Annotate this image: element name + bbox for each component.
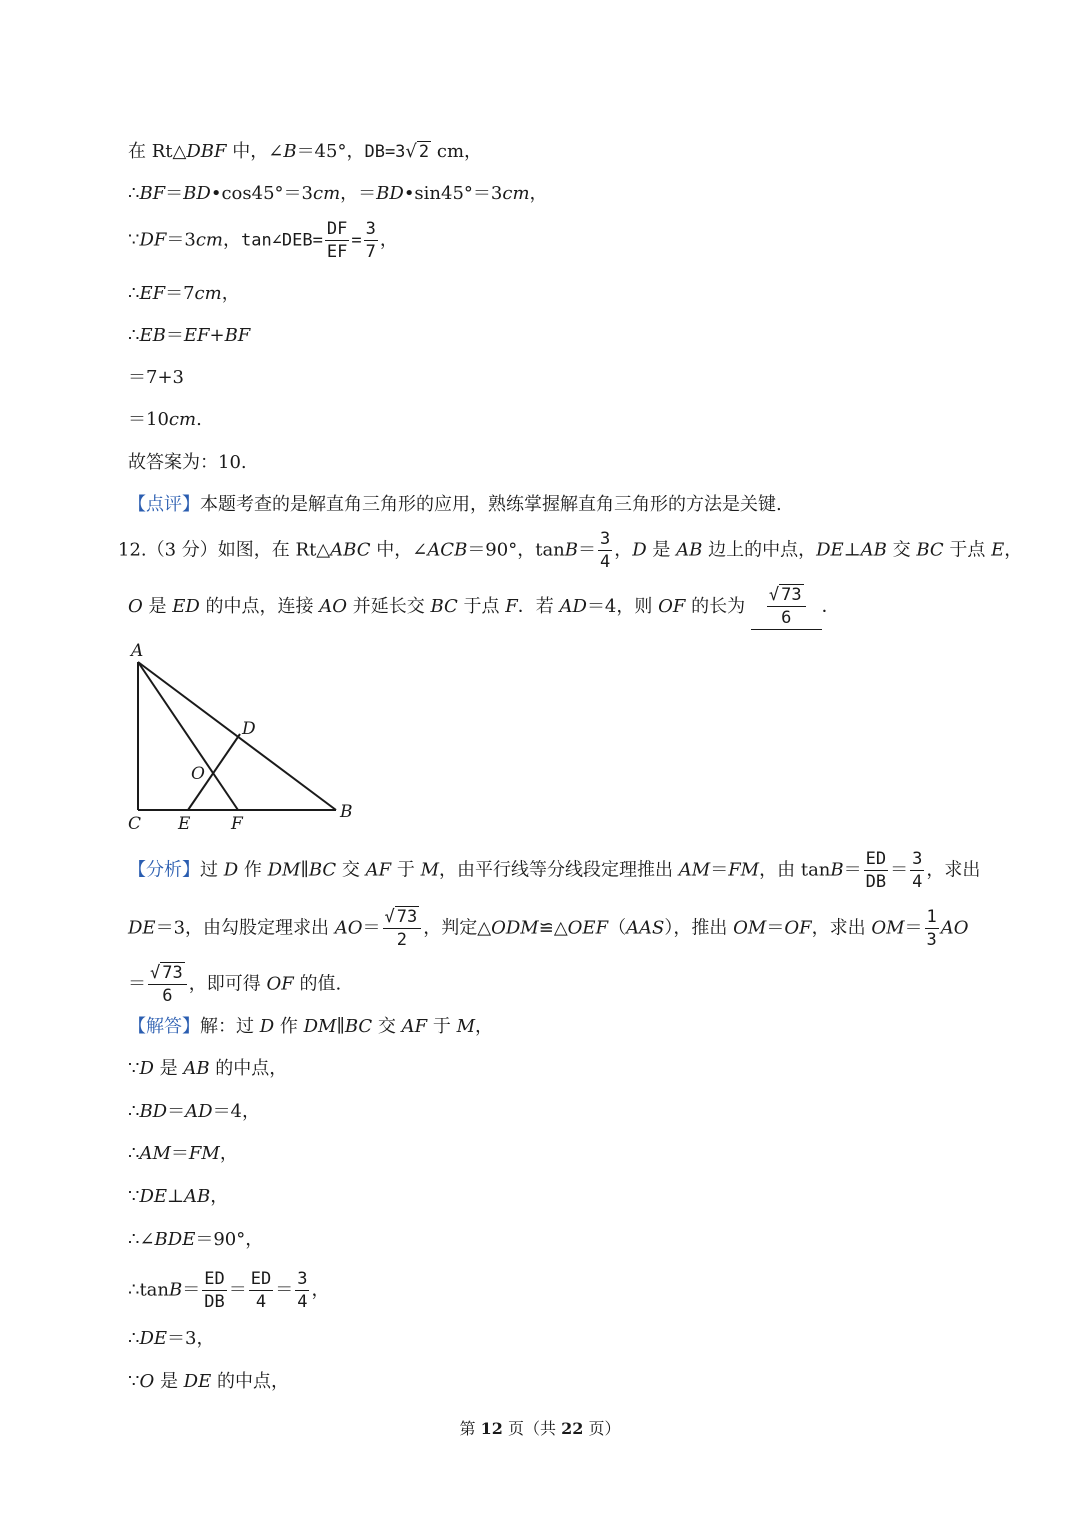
question-12-line2: O 是 ED 的中点，连接 AO 并延长交 BC 于点 F．若 AD＝4，则 OF 的长为 $\frac{√ 73}{6}$ ． [128, 585, 840, 628]
fraction-3-4-c: $\frac{3}{4}$ [297, 1269, 308, 1312]
analysis-line3: ＝ $\frac{√ 73}{6}$ ，即可得 OF 的值. [128, 963, 342, 1006]
solution-line5: ∵DE⊥AB， [128, 1186, 229, 1207]
sqrt-sign: √ [405, 141, 417, 162]
line-bf-bd: ∴BF＝BD•cos45°＝3cm，＝BD•sin45°＝3cm， [128, 183, 548, 204]
segment-af [138, 662, 238, 810]
label-b: B [340, 802, 353, 822]
label-e: E [178, 814, 191, 834]
comment-tag: 【点评】 [128, 494, 200, 515]
solution-line1: 【解答】解：过 D 作 DM∥BC 交 AF 于 M， [128, 1016, 494, 1037]
solution-line3: ∴BD＝AD＝4， [128, 1101, 261, 1122]
analysis-line2: DE＝3，由勾股定理求出 AO＝ $\frac{√ 73}{2}$ ，判定△ODM≌△OEF（AAS），推出 OM＝OF，求出 OM＝ $\frac{1}{3}$ AO [128, 907, 969, 950]
solution-line7: ∴tanB＝ $\frac{ED}{DB}$ ＝ $\frac{ED}{4}$ ＝ $\frac{3}{4}$ ， [128, 1269, 330, 1312]
analysis-tag: 【分析】 [128, 859, 200, 881]
line-rt-dbf: 在 Rt△DBF 中，∠B＝45°，DB=3√ 2 cm， [128, 141, 483, 162]
fraction-df-ef: $\frac{DF}{EF}$ [326, 219, 348, 262]
line-sum: ＝7+3 [128, 367, 184, 388]
solution-line2: ∵D 是 AB 的中点， [128, 1058, 288, 1079]
label-a: A [131, 641, 144, 661]
label-f: F [231, 814, 243, 834]
analysis-line1: 【分析】过 D 作 DM∥BC 交 AF 于 M，由平行线等分线段定理推出 AM＝FM，由 tanB＝ $\frac{ED}{DB}$ ＝ $\frac{3}{4}$ ，求出 [128, 849, 981, 892]
solution-line4: ∴AM＝FM， [128, 1143, 238, 1164]
line-answer: 故答案为：10. [128, 452, 247, 473]
fraction-1-3: $\frac{1}{3}$ [926, 907, 937, 950]
fraction-3-4: $\frac{3}{4}$ [600, 529, 611, 572]
label-o: O [191, 764, 205, 784]
page-footer: 第 12 页（共 22 页） [459, 1419, 621, 1438]
fraction-3-7: $\frac{3}{7}$ [365, 219, 376, 262]
question-12-line1: 12.（3 分）如图，在 Rt△ABC 中，∠ACB＝90°，tanB＝ $\frac{3}{4}$ ，D 是 AB 边上的中点，DE⊥AB 交 BC 于点 E， [118, 529, 1023, 572]
label-c: C [128, 814, 142, 834]
fraction-3-4-b: $\frac{3}{4}$ [912, 849, 923, 892]
fraction-sqrt73-6-b: $\frac{√ 73}{6}$ [148, 962, 187, 1007]
triangle-figure [118, 636, 378, 842]
line-comment: 【点评】本题考查的是解直角三角形的应用，熟练掌握解直角三角形的方法是关键. [128, 494, 782, 515]
solution-line9: ∵O 是 DE 的中点， [128, 1371, 289, 1392]
line-result: ＝10cm. [128, 409, 202, 430]
fraction-ed-db: $\frac{ED}{DB}$ [865, 849, 887, 892]
solution-tag: 【解答】 [128, 1016, 200, 1037]
solution-line8: ∴DE＝3， [128, 1328, 215, 1349]
solution-line6: ∴∠BDE＝90°， [128, 1229, 264, 1250]
line-tan-deb: ∵DF＝3cm，tan∠DEB= $\frac{DF}{EF}$ = $\frac{3}{7}$ ， [128, 219, 398, 262]
line-eb: ∴EB＝EF+BF [128, 325, 251, 346]
fraction-sqrt73-2: $\frac{√ 73}{2}$ [383, 906, 422, 951]
segment-ab [138, 662, 336, 810]
fraction-ed-4: $\frac{ED}{4}$ [250, 1269, 272, 1312]
fraction-sqrt73-6: $\frac{√ 73}{6}$ [767, 584, 806, 629]
answer-blank [751, 584, 822, 630]
fraction-ed-db-b: $\frac{ED}{DB}$ [204, 1269, 225, 1312]
label-d: D [242, 719, 256, 739]
line-ef: ∴EF＝7cm， [128, 283, 240, 304]
